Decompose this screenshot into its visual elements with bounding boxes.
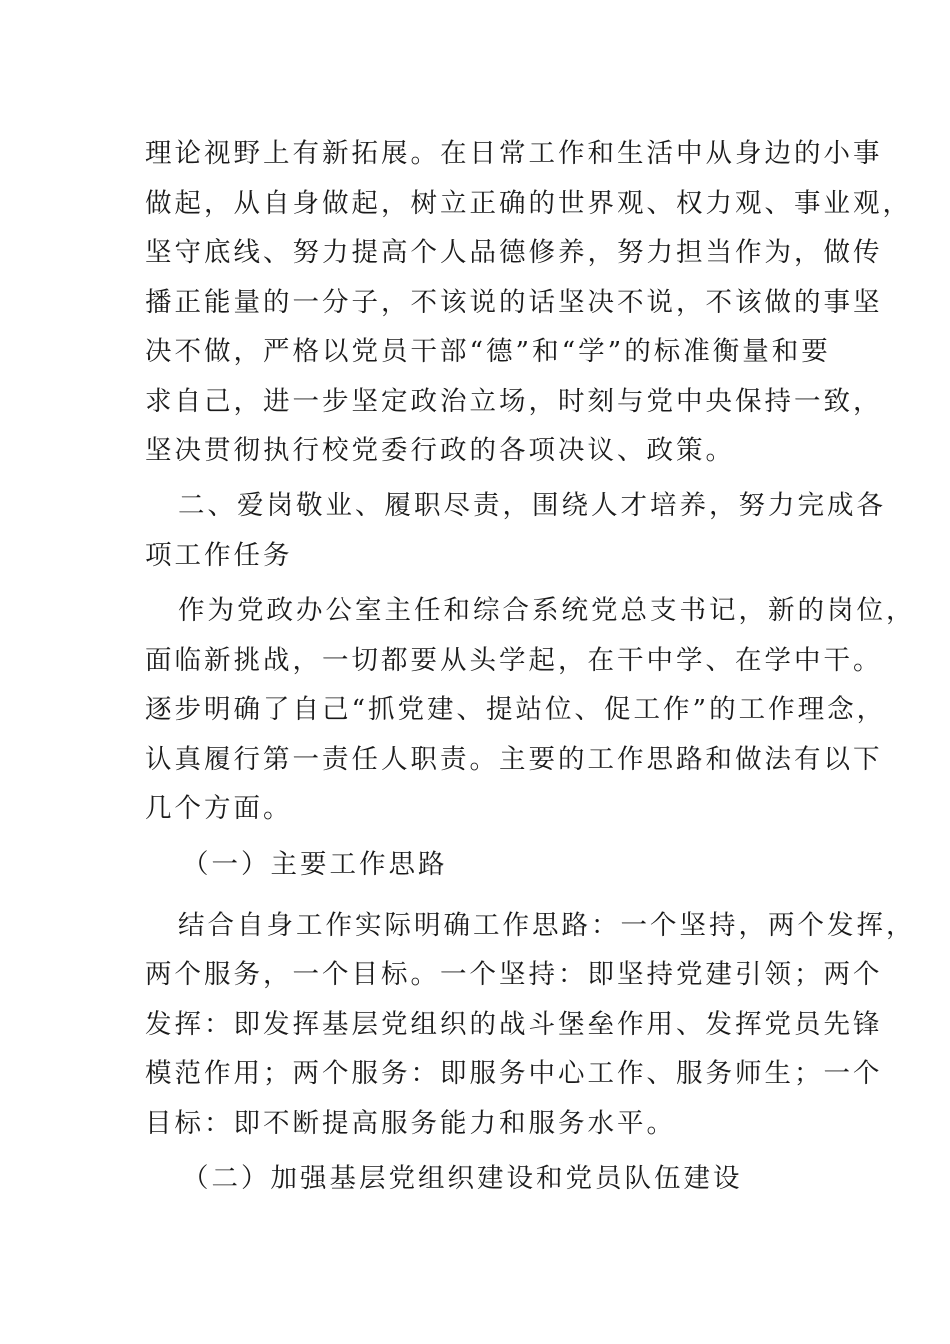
text-line: 逐步明确了自己“抓党建、提站位、促工作”的工作理念， bbox=[145, 694, 887, 725]
heading-line: 二、爱岗敬业、履职尽责，围绕人才培养，努力完成各 bbox=[178, 490, 886, 521]
text-line: 认真履行第一责任人职责。主要的工作思路和做法有以下 bbox=[145, 744, 883, 775]
text-line: 播正能量的一分子，不该说的话坚决不说，不该做的事坚 bbox=[145, 287, 883, 318]
text-line: 坚决贯彻执行校党委行政的各项决议、政策。 bbox=[145, 435, 735, 466]
text-line: 面临新挑战，一切都要从头学起，在干中学、在学中干。 bbox=[145, 645, 883, 676]
text-line: 结合自身工作实际明确工作思路：一个坚持，两个发挥， bbox=[178, 910, 916, 941]
text-line: 作为党政办公室主任和综合系统党总支书记，新的岗位， bbox=[178, 595, 916, 626]
text-line: 几个方面。 bbox=[145, 793, 293, 824]
text-line: 目标：即不断提高服务能力和服务水平。 bbox=[145, 1108, 676, 1139]
text-line: 决不做，严格以党员干部“德”和“学”的标准衡量和要 bbox=[145, 336, 831, 367]
heading-line: 项工作任务 bbox=[145, 540, 293, 571]
text-line: 求自己，进一步坚定政治立场，时刻与党中央保持一致， bbox=[145, 386, 883, 417]
text-line: 两个服务，一个目标。一个坚持：即坚持党建引领；两个 bbox=[145, 959, 883, 990]
text-line: 发挥：即发挥基层党组织的战斗堡垒作用、发挥党员先锋 bbox=[145, 1009, 883, 1040]
subheading-line: （一）主要工作思路 bbox=[182, 849, 448, 880]
text-line: 坚守底线、努力提高个人品德修养，努力担当作为，做传 bbox=[145, 237, 883, 268]
subheading-line: （二）加强基层党组织建设和党员队伍建设 bbox=[182, 1163, 743, 1194]
text-line: 模范作用；两个服务：即服务中心工作、服务师生；一个 bbox=[145, 1058, 883, 1089]
text-line: 做起，从自身做起，树立正确的世界观、权力观、事业观， bbox=[145, 188, 912, 219]
text-line: 理论视野上有新拓展。在日常工作和生活中从身边的小事 bbox=[145, 138, 883, 169]
